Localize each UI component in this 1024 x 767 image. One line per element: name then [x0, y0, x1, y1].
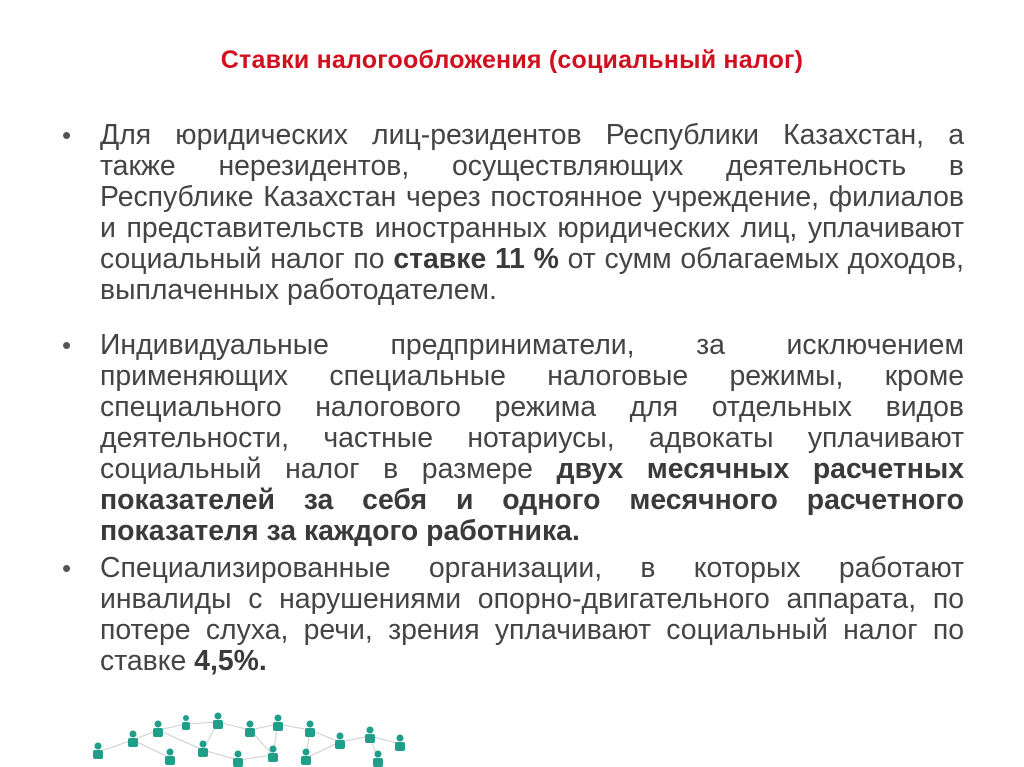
network-people-icon: [78, 700, 438, 767]
bullet-bold-text: 4,5%.: [194, 645, 267, 677]
bullet-text: Специализированные организации, в которых работают инвалиды с нарушениями опорно-двигательного аппарата, по потере слуха, речи, зрения уплачивают социальный налог по ставке: [100, 552, 964, 677]
bullet-list: [62, 120, 964, 677]
bullet-item: [62, 120, 964, 306]
slide-title: Ставки налогообложения (социальный налог): [220, 46, 804, 74]
bullet-item: [62, 553, 964, 677]
bullet-bold-text: ставке 11 %: [393, 243, 559, 275]
bullet-text: от сумм облагаемых доходов, выплаченных работодателем.: [100, 243, 964, 306]
bullet-item: [62, 330, 964, 547]
bullet-text: Для юридических лиц-резидентов Республики Казахстан, а также нерезидентов, осуществляющих деятельность в Республике Казахстан через постоянное учреждение, филиалов и представительств иностранных юридических лиц, уплачивают социальный налог по: [100, 119, 964, 275]
bullet-bold-text: двух месячных расчетных показателей за себя и одного месячного расчетного показателя за каждого работника.: [100, 453, 964, 547]
bullet-dot-icon: •: [62, 553, 72, 583]
bullet-dot-icon: •: [62, 330, 72, 360]
network-lines: [98, 722, 400, 760]
bullet-text: Индивидуальные предприниматели, за исключением применяющих специальные налоговые режимы, кроме специального налогового режима для отдельных видов деятельности, частные нотариусы, адвокаты уплачивают социальный налог в размере: [100, 329, 964, 485]
bullet-dot-icon: •: [62, 120, 72, 150]
